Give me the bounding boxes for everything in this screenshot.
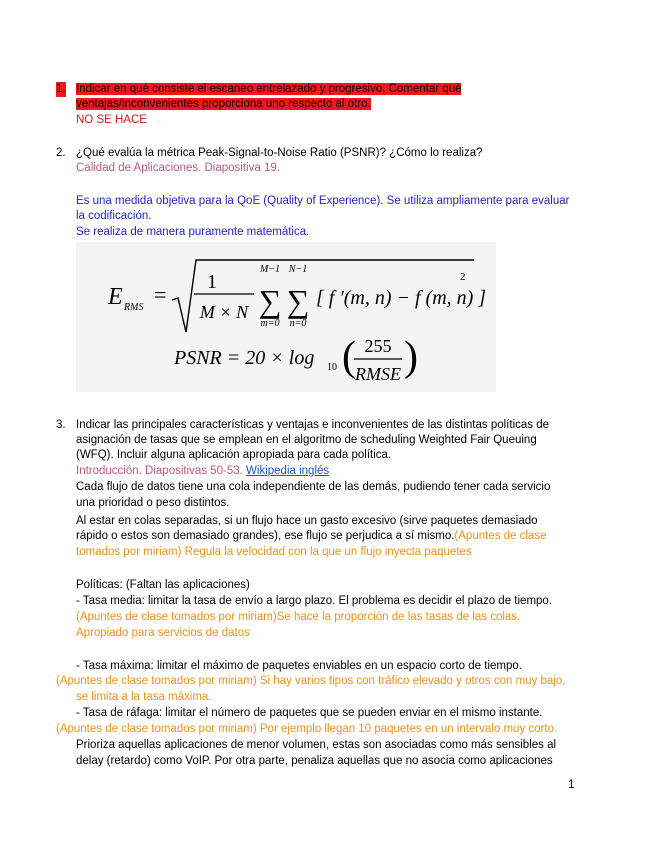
policy-media-3: Apropiado para servicios de datos [76,627,250,639]
question-2-answer-2: la codificación. [76,210,152,222]
question-2-number: 2. [56,147,66,159]
formula-paren-right: ) [404,334,418,380]
question-3-para-2: una prioridad o peso distintos. [76,497,230,509]
page-number: 1 [568,779,575,791]
policy-max-2: (Apuntes de clase tomados por miriam) Si hay varios tipos con tráfico elevado y otros con muy bajo, [56,675,566,687]
formula-paren-left: ( [342,334,356,380]
formula-one: 1 [207,271,217,293]
question-2-source: Calidad de Aplicaciones. Diapositiva 19. [76,162,280,174]
question-2-answer-3: Se realiza de manera puramente matemática. [76,226,310,238]
formula-sum1-top: M−1 [259,264,281,275]
policy-burst-1: - Tasa de ráfaga: limitar el número de paquetes que se pueden enviar en el mismo instante. [76,707,543,719]
formula-sum2-top: N−1 [288,264,308,275]
formula-square: 2 [460,271,466,283]
policy-media-2: (Apuntes de clase tomados por miriam)Se hace la proporción de las tasas de las colas. [76,611,521,623]
formula-log-sub: 10 [327,362,337,373]
question-3-source-line [76,464,329,479]
question-3-source: Introducción. Diapositivas 50-53. [76,465,243,477]
formula-equals: = [154,282,167,307]
formula-255: 255 [364,336,392,356]
question-3-para-1: Cada flujo de datos tiene una cola independiente de las demás, pudiendo tener cada servicio [76,481,551,493]
question-3-line-3: (WFQ). Incluir alguna aplicación apropiada para cada política. [76,449,392,461]
formula-psnr: PSNR = 20 × log [174,347,315,369]
formula-sum2-bot: n=0 [289,318,307,329]
policy-burst-2: (Apuntes de clase tomados por miriam) Por ejemplo llegan 10 paquetes en un intervalo muy corto. [56,723,558,735]
question-3-number: 3. [56,419,66,431]
question-2-text: ¿Qué evalúa la métrica Peak-Signal-to-Noise Ratio (PSNR)? ¿Cómo lo realiza? [76,147,483,159]
question-1-number: 1. [56,83,66,95]
question-1-note: NO SE HACE [76,114,147,126]
formula-rmse: RMSE [355,364,401,384]
question-1-line-1: Indicar en qué consiste el escaneo entrelazado y progresivo. Comentar qué [76,83,462,95]
wikipedia-link[interactable]: Wikipedia inglés [246,465,330,477]
formula-body: [ f ′(m, n) − f (m, n) ] [316,287,487,309]
psnr-formula-image [76,242,496,392]
formula-mxn: M × N [199,302,249,322]
question-3-line-1: Indicar las principales características y ventajas e inconvenientes de las distintas políticas de [76,419,550,431]
question-3-para-3: Al estar en colas separadas, si un flujo hace un gasto excesivo (sirve paquetes demasiado [76,515,538,527]
question-3-line-2: asignación de tasas que se emplean en el algoritmo de scheduling Weighted Fair Queuing [76,434,537,446]
question-3-para-5: tomados por miriam) Regula la velocidad con la que un flujo inyecta paquetes [76,546,472,558]
policies-heading: Políticas: (Faltan las aplicaciones) [76,579,250,591]
policy-burst-3: Prioriza aquellas aplicaciones de menor volumen, estas son asociadas como más sensibles al [76,739,557,751]
policy-media-1: - Tasa media: limitar la tasa de envío a largo plazo. El problema es decidir el plazo de tiempo. [76,595,553,607]
formula-sigma-1: ∑ [258,283,282,319]
question-3-para-4: rápido o estos son demasiado grandes), ese flujo se perjudica a sí mismo.(Apuntes de clase [76,530,547,542]
question-1-line-2: ventajas/inconvenientes proporciona uno respecto al otro. [76,98,371,110]
policy-burst-4: delay (retardo) como VoIP. Por otra parte, penaliza aquellas que no asocia como aplicaciones [76,755,553,767]
policy-max-1: - Tasa máxima: limitar el máximo de paquetes enviables en un espacio corto de tiempo. [76,660,522,672]
question-2-answer-1: Es una medida objetiva para la QoE (Quality of Experience). Se utiliza ampliamente para evaluar [76,195,570,207]
formula-erms-sub: RMS [124,302,144,313]
formula-sum1-bot: m=0 [260,318,280,329]
policy-max-3: se limita a la tasa máxima. [76,691,212,703]
formula-sigma-2: ∑ [286,283,310,319]
formula-erms: E [108,284,123,310]
